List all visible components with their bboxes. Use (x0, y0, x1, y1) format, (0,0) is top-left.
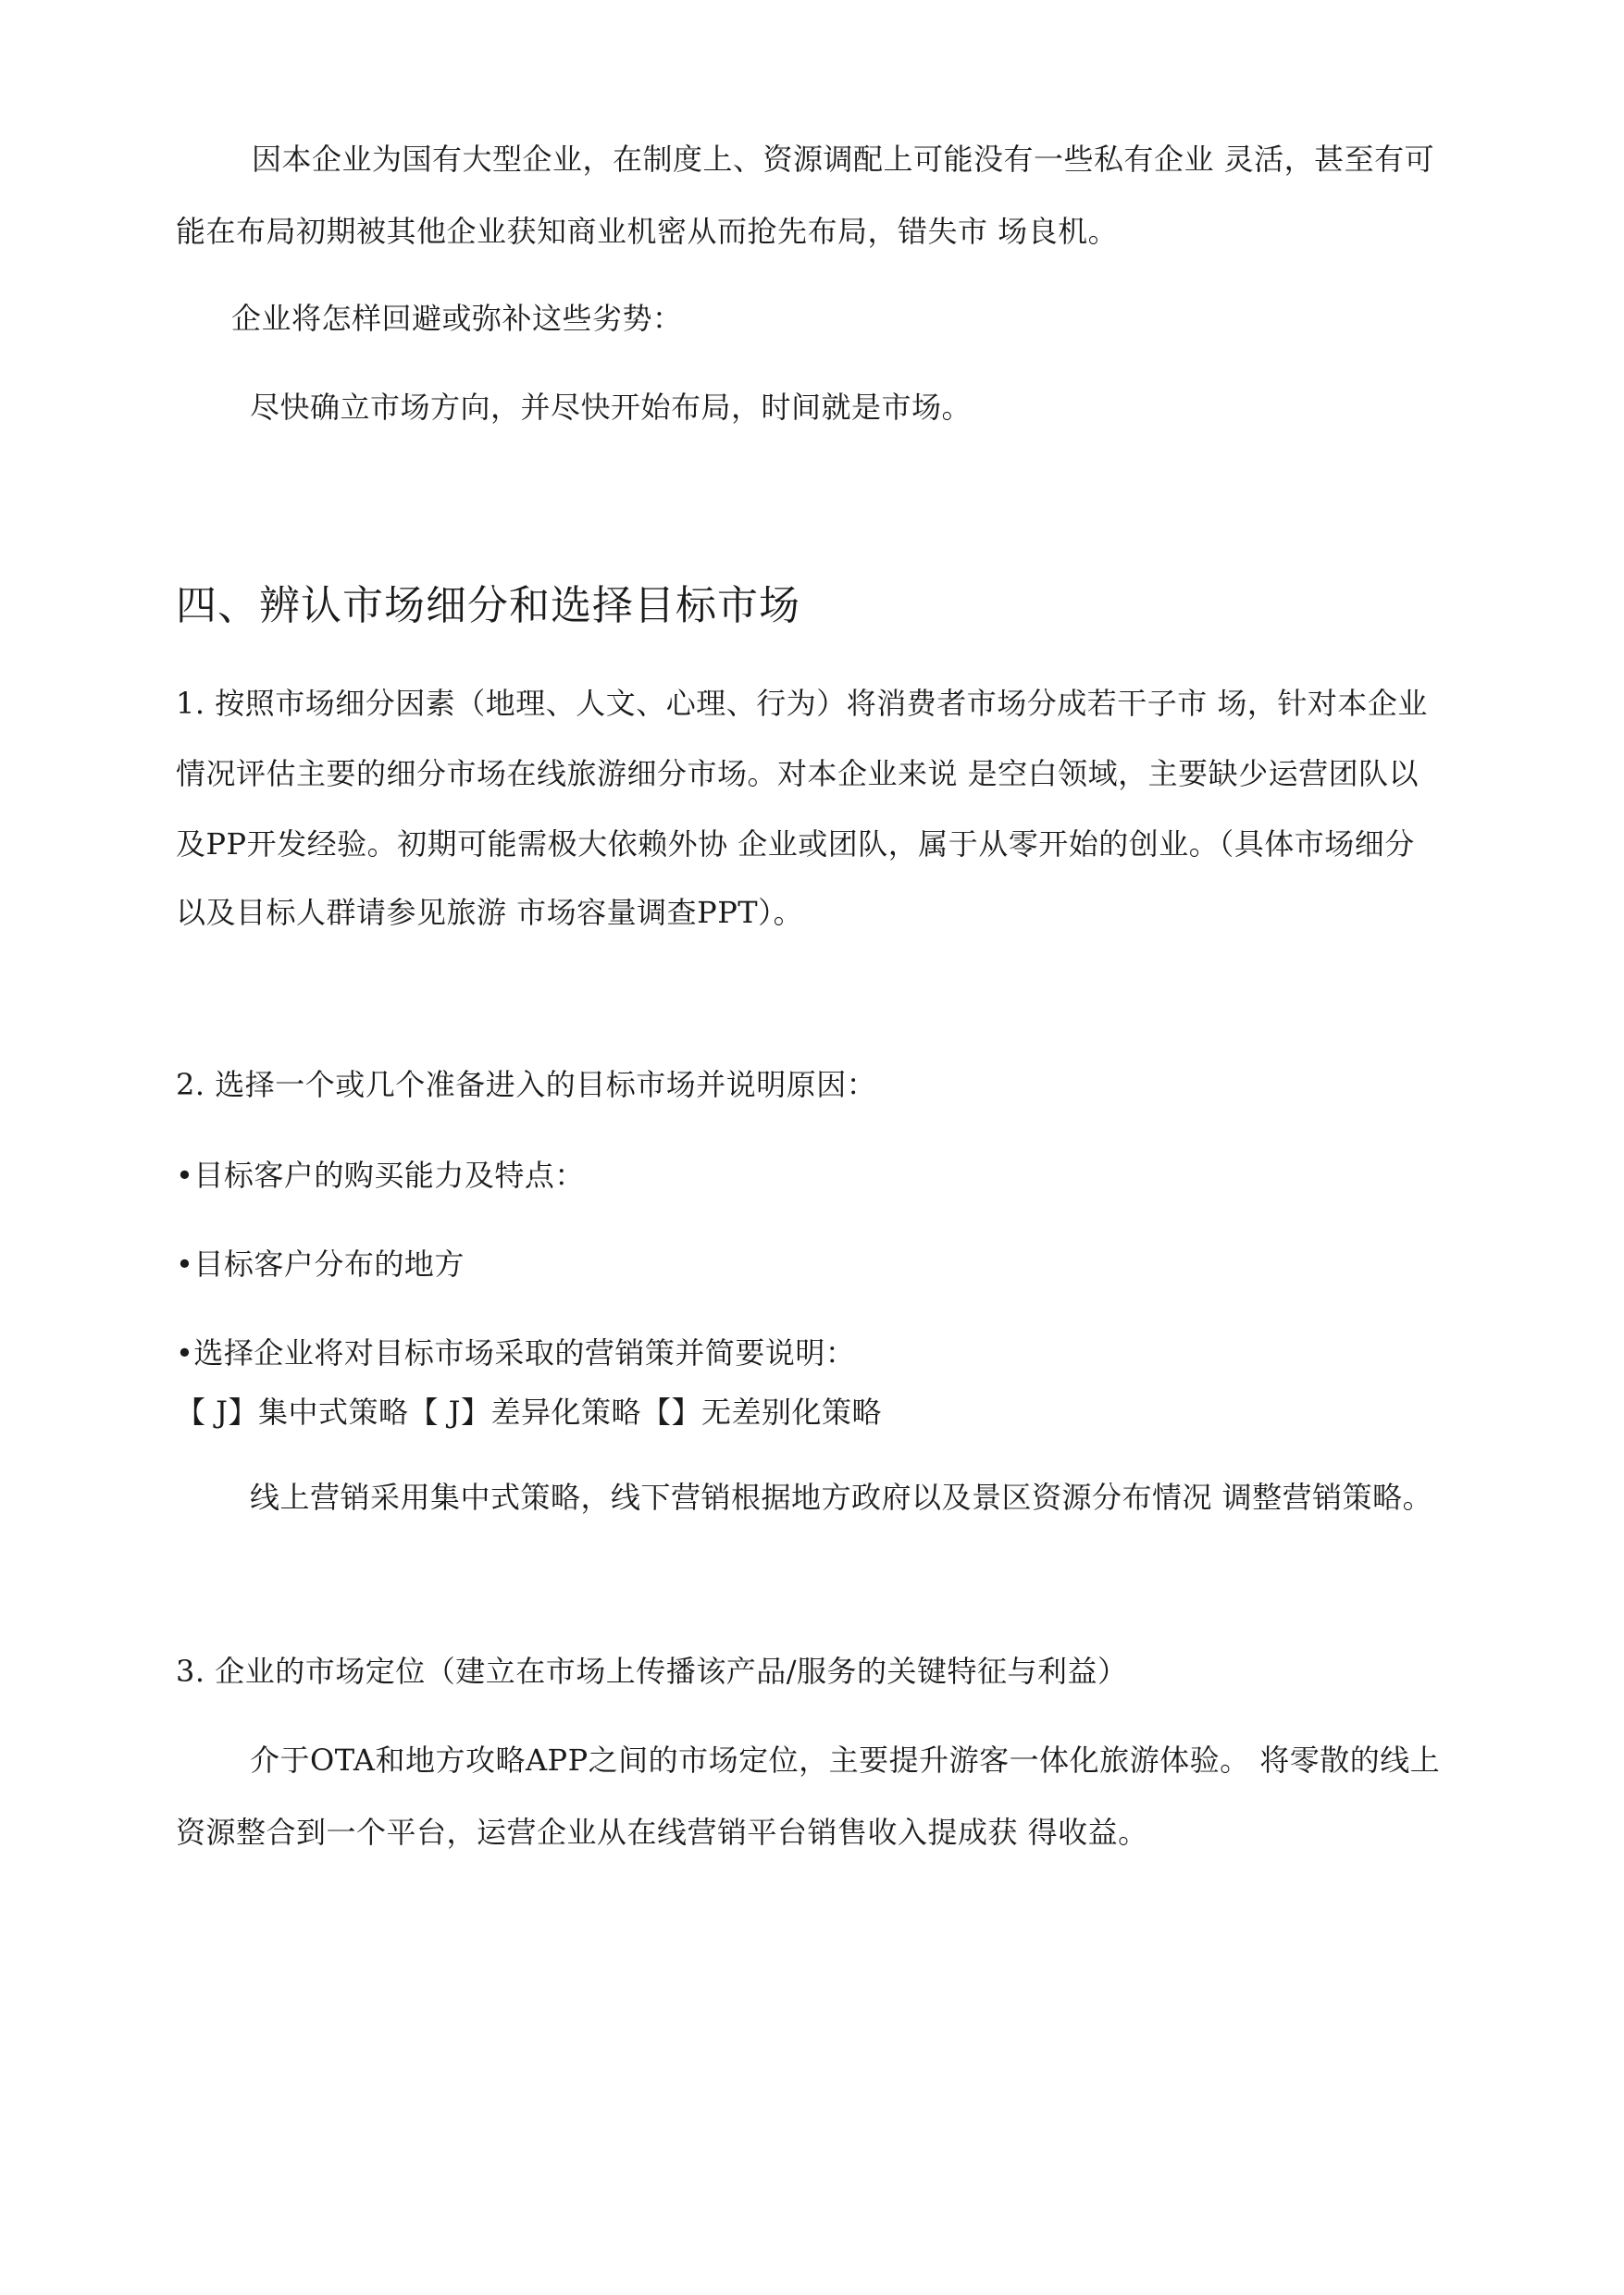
item-1-line: 以及目标人群请参见旅游 市场容量调查PPT）。 (176, 895, 804, 930)
bullet-item: •目标客户分布的地方 (176, 1247, 465, 1282)
bullet-item: •目标客户的购买能力及特点： (176, 1158, 585, 1193)
item-3-line: 资源整合到一个平台，运营企业从在线营销平台销售收入提成获 得收益。 (176, 1815, 1148, 1850)
answer-line: 尽快确立市场方向，并尽快开始布局，时间就是市场。 (250, 390, 973, 425)
item-3-line: 介于OTA和地方攻略APP之间的市场定位，主要提升游客一体化旅游体验。 将零散的线上 (250, 1743, 1441, 1778)
strategy-text: 线上营销采用集中式策略，线下营销根据地方政府以及景区资源分布情况 调整营销策略。 (250, 1480, 1433, 1515)
question-line: 企业将怎样回避或弥补这些劣势： (231, 301, 683, 336)
paragraph-line: 能在布局初期被其他企业获知商业机密从而抢先布局，错失市 场良机。 (176, 214, 1119, 249)
strategy-options: 【 J】集中式策略【 J】差异化策略【】无差别化策略 (176, 1395, 883, 1430)
bullet-item: •选择企业将对目标市场采取的营销策并简要说明： (176, 1335, 856, 1371)
item-1-line: 1. 按照市场细分因素（地理、人文、心理、行为）将消费者市场分成若干子市 场，针对本企业 (176, 686, 1428, 721)
item-1-line: 及PP开发经验。初期可能需极大依赖外协 企业或团队，属于从零开始的创业。（具体市场细分 (176, 826, 1415, 862)
item-2-title: 2. 选择一个或几个准备进入的目标市场并说明原因： (176, 1067, 877, 1102)
paragraph-line: 因本企业为国有大型企业，在制度上、资源调配上可能没有一些私有企业 灵活，甚至有可 (252, 142, 1435, 177)
item-1-line: 情况评估主要的细分市场在线旅游细分市场。对本企业来说 是空白领域，主要缺少运营团队以 (176, 756, 1419, 791)
item-3-title: 3. 企业的市场定位（建立在市场上传播该产品/服务的关键特征与利益） (176, 1654, 1128, 1689)
section-heading: 四、辨认市场细分和选择目标市场 (176, 582, 800, 629)
